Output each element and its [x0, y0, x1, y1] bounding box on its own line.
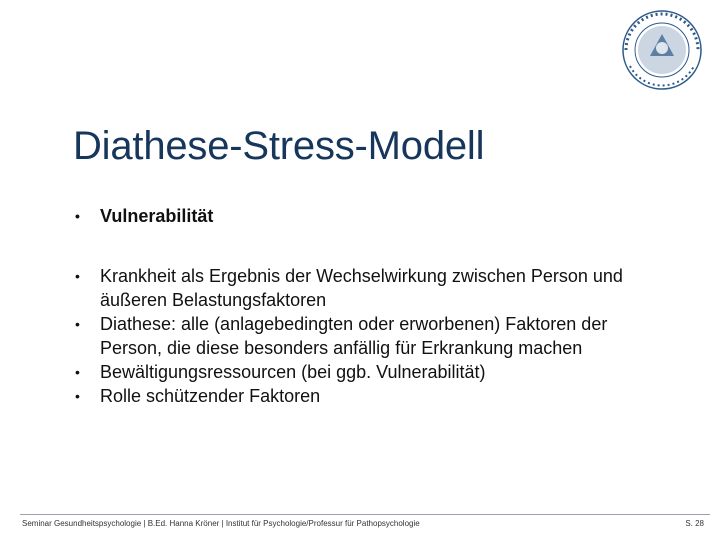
university-seal-icon	[620, 8, 704, 92]
bullet-icon: •	[75, 388, 80, 404]
bullet-text: Vulnerabilität	[100, 206, 214, 226]
bullet-icon: •	[75, 316, 80, 332]
bullet-icon: •	[75, 364, 80, 380]
bullet-list	[73, 204, 673, 408]
page-number: S. 28	[685, 519, 704, 528]
list-item	[73, 264, 673, 312]
list-item	[73, 312, 673, 360]
footer-text: Seminar Gesundheitspsychologie | B.Ed. Hanna Kröner | Institut für Psychologie/Professur für Pathopsychologie	[22, 519, 420, 528]
list-item	[73, 384, 673, 408]
slide-title: Diathese-Stress-Modell	[73, 124, 485, 168]
bullet-text: Krankheit als Ergebnis der Wechselwirkung zwischen Person und äußeren Belastungsfaktoren	[100, 266, 623, 310]
bullet-icon: •	[75, 208, 80, 224]
bullet-icon: •	[75, 268, 80, 284]
list-item	[73, 204, 673, 228]
footer-divider	[20, 514, 710, 515]
list-item	[73, 360, 673, 384]
bullet-text: Bewältigungsressourcen (bei ggb. Vulnerabilität)	[100, 362, 486, 382]
bullet-text: Rolle schützender Faktoren	[100, 386, 321, 406]
bullet-text: Diathese: alle (anlagebedingten oder erworbenen) Faktoren der Person, die diese besonders anfällig für Erkrankung machen	[100, 314, 608, 358]
